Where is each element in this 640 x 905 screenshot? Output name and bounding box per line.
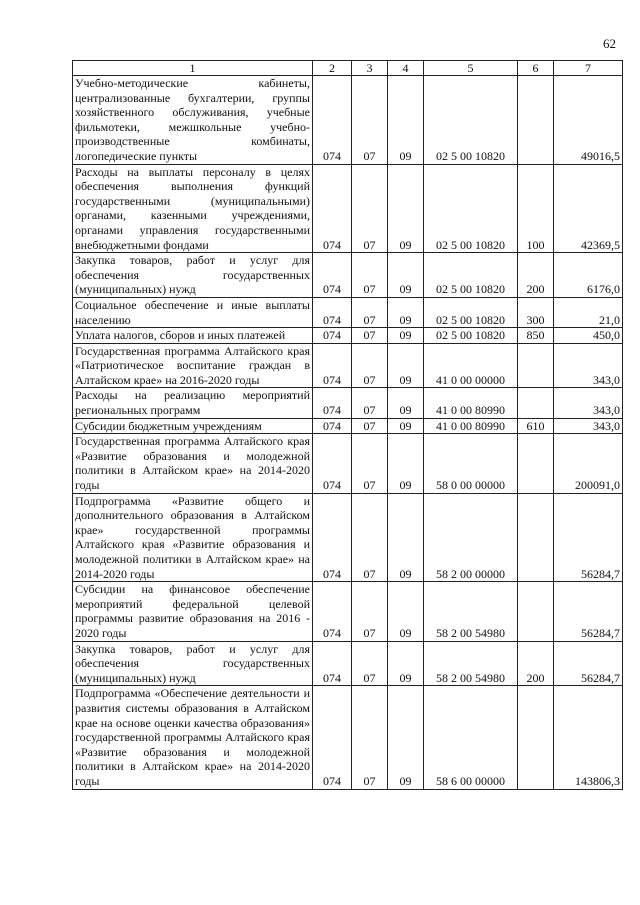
- ministry-code-cell: 074: [313, 388, 352, 418]
- table-row: [73, 493, 623, 582]
- section-code-cell: 07: [352, 164, 388, 253]
- ministry-code-cell: 074: [313, 493, 352, 582]
- subsection-code-cell: 09: [388, 641, 424, 686]
- amount-cell: 56284,7: [554, 582, 623, 641]
- column-header: 1: [73, 61, 313, 76]
- row-name-cell: Учебно-методические кабинеты, централизованные бухгалтерии, группы хозяйственного обслуживания, учебные фильмотеки, межшкольные учебно-производственные комбинаты, логопедические пункты: [73, 76, 313, 165]
- ministry-code-cell: 074: [313, 253, 352, 298]
- table-row: [73, 388, 623, 418]
- ministry-code-cell: 074: [313, 686, 352, 789]
- target-article-cell: 58 6 00 00000: [424, 686, 518, 789]
- ministry-code-cell: 074: [313, 582, 352, 641]
- row-name-cell: Субсидии на финансовое обеспечение мероприятий федеральной целевой программы развитие образования на 2016 - 2020 годы: [73, 582, 313, 641]
- column-header: 3: [352, 61, 388, 76]
- column-header: 2: [313, 61, 352, 76]
- amount-cell: 21,0: [554, 297, 623, 327]
- target-article-cell: 58 0 00 00000: [424, 434, 518, 493]
- expense-type-cell: 100: [518, 164, 554, 253]
- amount-cell: 6176,0: [554, 253, 623, 298]
- subsection-code-cell: 09: [388, 582, 424, 641]
- expense-type-cell: 200: [518, 641, 554, 686]
- section-code-cell: 07: [352, 493, 388, 582]
- table-row: [73, 418, 623, 434]
- subsection-code-cell: 09: [388, 434, 424, 493]
- subsection-code-cell: 09: [388, 343, 424, 388]
- row-name-cell: Расходы на реализацию мероприятий региональных программ: [73, 388, 313, 418]
- ministry-code-cell: 074: [313, 641, 352, 686]
- row-name-cell: Социальное обеспечение и иные выплаты населению: [73, 297, 313, 327]
- ministry-code-cell: 074: [313, 297, 352, 327]
- target-article-cell: 02 5 00 10820: [424, 328, 518, 344]
- ministry-code-cell: 074: [313, 434, 352, 493]
- target-article-cell: 02 5 00 10820: [424, 76, 518, 165]
- row-name-cell: Государственная программа Алтайского края «Развитие образования и молодежной политики в Алтайском крае» на 2014-2020 годы: [73, 434, 313, 493]
- expense-type-cell: 200: [518, 253, 554, 298]
- row-name-cell: Расходы на выплаты персоналу в целях обеспечения выполнения функций государственными (муниципальными) органами, казенными учреждениями, органами управления государственными внебюджетными фондами: [73, 164, 313, 253]
- expense-type-cell: 850: [518, 328, 554, 344]
- table-row: [73, 328, 623, 344]
- target-article-cell: 58 2 00 54980: [424, 582, 518, 641]
- section-code-cell: 07: [352, 328, 388, 344]
- row-name-cell: Подпрограмма «Развитие общего и дополнительного образования в Алтайском крае» государственной программы Алтайского края «Развитие образования и молодежной политики в Алтайском крае» на 2014-2020 годы: [73, 493, 313, 582]
- subsection-code-cell: 09: [388, 76, 424, 165]
- amount-cell: 49016,5: [554, 76, 623, 165]
- expense-type-cell: 300: [518, 297, 554, 327]
- table-row: [73, 297, 623, 327]
- section-code-cell: 07: [352, 343, 388, 388]
- table-row: [73, 582, 623, 641]
- target-article-cell: 02 5 00 10820: [424, 297, 518, 327]
- amount-cell: 450,0: [554, 328, 623, 344]
- row-name-cell: Субсидии бюджетным учреждениям: [73, 418, 313, 434]
- table-row: [73, 343, 623, 388]
- subsection-code-cell: 09: [388, 388, 424, 418]
- row-name-cell: Закупка товаров, работ и услуг для обеспечения государственных (муниципальных) нужд: [73, 641, 313, 686]
- table-row: [73, 686, 623, 789]
- row-name-cell: Уплата налогов, сборов и иных платежей: [73, 328, 313, 344]
- row-name-cell: Закупка товаров, работ и услуг для обеспечения государственных (муниципальных) нужд: [73, 253, 313, 298]
- expense-type-cell: [518, 582, 554, 641]
- section-code-cell: 07: [352, 434, 388, 493]
- column-header: 7: [554, 61, 623, 76]
- ministry-code-cell: 074: [313, 76, 352, 165]
- amount-cell: 42369,5: [554, 164, 623, 253]
- budget-table: [72, 60, 623, 790]
- amount-cell: 343,0: [554, 388, 623, 418]
- table-row: [73, 253, 623, 298]
- expense-type-cell: [518, 434, 554, 493]
- expense-type-cell: [518, 76, 554, 165]
- section-code-cell: 07: [352, 253, 388, 298]
- section-code-cell: 07: [352, 76, 388, 165]
- table-row: [73, 641, 623, 686]
- section-code-cell: 07: [352, 388, 388, 418]
- target-article-cell: 41 0 00 80990: [424, 418, 518, 434]
- target-article-cell: 02 5 00 10820: [424, 164, 518, 253]
- section-code-cell: 07: [352, 297, 388, 327]
- row-name-cell: Подпрограмма «Обеспечение деятельности и развития системы образования в Алтайском крае на основе оценки качества образования» государственной программы Алтайского края «Развитие образования и молодежной политики в Алтайском крае» на 2014-2020 годы: [73, 686, 313, 789]
- subsection-code-cell: 09: [388, 418, 424, 434]
- amount-cell: 343,0: [554, 343, 623, 388]
- target-article-cell: 41 0 00 80990: [424, 388, 518, 418]
- target-article-cell: 41 0 00 00000: [424, 343, 518, 388]
- page-number: 62: [603, 36, 616, 51]
- target-article-cell: 02 5 00 10820: [424, 253, 518, 298]
- row-name-cell: Государственная программа Алтайского края «Патриотическое воспитание граждан в Алтайском крае» на 2016-2020 годы: [73, 343, 313, 388]
- table-row: [73, 434, 623, 493]
- subsection-code-cell: 09: [388, 686, 424, 789]
- amount-cell: 56284,7: [554, 493, 623, 582]
- amount-cell: 200091,0: [554, 434, 623, 493]
- target-article-cell: 58 2 00 54980: [424, 641, 518, 686]
- ministry-code-cell: 074: [313, 164, 352, 253]
- column-header: 4: [388, 61, 424, 76]
- amount-cell: 56284,7: [554, 641, 623, 686]
- section-code-cell: 07: [352, 686, 388, 789]
- subsection-code-cell: 09: [388, 493, 424, 582]
- expense-type-cell: [518, 686, 554, 789]
- expense-type-cell: [518, 388, 554, 418]
- section-code-cell: 07: [352, 418, 388, 434]
- table-row: [73, 164, 623, 253]
- subsection-code-cell: 09: [388, 328, 424, 344]
- ministry-code-cell: 074: [313, 343, 352, 388]
- expense-type-cell: [518, 343, 554, 388]
- subsection-code-cell: 09: [388, 253, 424, 298]
- table-header-row: [73, 61, 623, 76]
- amount-cell: 143806,3: [554, 686, 623, 789]
- ministry-code-cell: 074: [313, 418, 352, 434]
- expense-type-cell: 610: [518, 418, 554, 434]
- expense-type-cell: [518, 493, 554, 582]
- table-row: [73, 76, 623, 165]
- section-code-cell: 07: [352, 582, 388, 641]
- amount-cell: 343,0: [554, 418, 623, 434]
- subsection-code-cell: 09: [388, 164, 424, 253]
- ministry-code-cell: 074: [313, 328, 352, 344]
- section-code-cell: 07: [352, 641, 388, 686]
- target-article-cell: 58 2 00 00000: [424, 493, 518, 582]
- column-header: 5: [424, 61, 518, 76]
- column-header: 6: [518, 61, 554, 76]
- subsection-code-cell: 09: [388, 297, 424, 327]
